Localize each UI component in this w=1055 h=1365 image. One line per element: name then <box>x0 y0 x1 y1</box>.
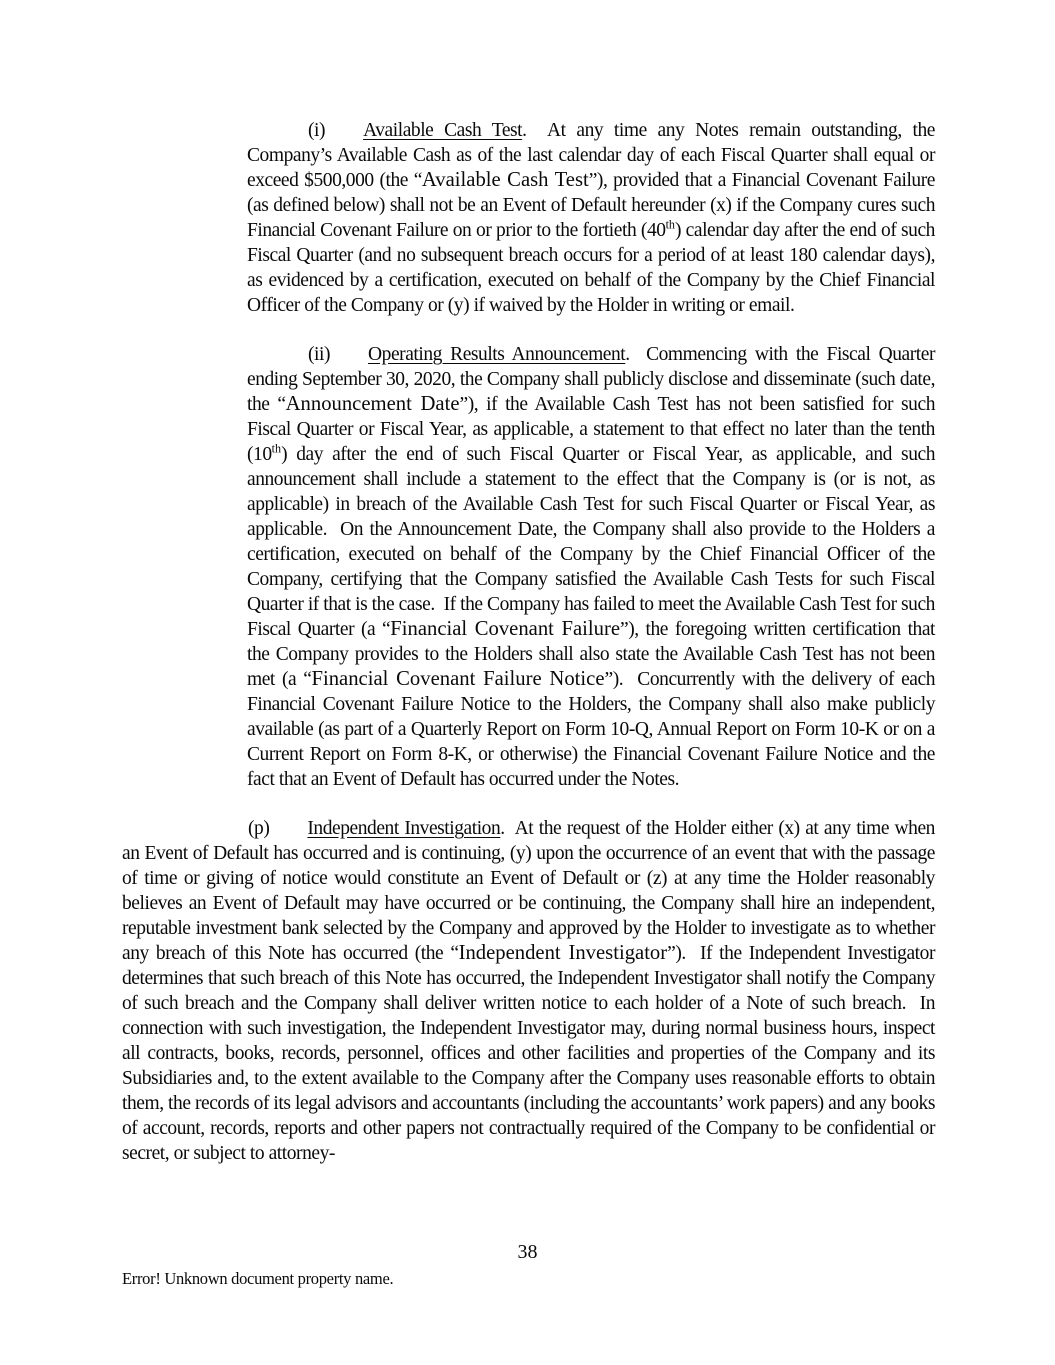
heading-period: . <box>625 344 647 365</box>
body-text: ”). If the Independent Investigator determines that such breach of this Note has occurred, the Independent Investigator shall notify the Company of such breach and the Company shall deliver written notice to each holder of a Note of such breach. In connection with such investigation, the Independent Investigator may, during normal business hours, inspect all contracts, books, records, personnel, offices and other facilities and properties of the Company and its Subsidiaries and, to the extent available to the Company after the Company uses reasonable efforts to obtain them, the records of its legal advisors and accountants (including the accountants’ work papers) and any books of account, records, reports and other papers not contractually required of the Company to be confidential or secret, or subject to attorney- <box>122 943 940 1164</box>
body-text: ) calendar day after the end of such Fiscal Quarter (and no subsequent breach occurs for a period of at least 180 calendar days), as evidenced by a certification, executed on behalf of the Company by the Chief Financial Officer of the Company or (y) if waived by the Holder in writing or email. <box>247 220 940 316</box>
defined-term: Financial Covenant Failure <box>390 618 620 640</box>
superscript-ordinal: th <box>665 217 675 232</box>
defined-term: Available Cash Test <box>421 169 589 191</box>
page-number: 38 <box>517 1241 538 1263</box>
body-text: At the request of the Holder either (x) at any time when an Event of Default has occurred and is continuing, (y) upon the occurrence of an event that with the passage of time or giving of notice would constitute an Event of Default or (z) at any time the Holder reasonably believes an Event of Default may have occurred or be continuing, the Company shall hire an independent, reputable investment bank selected by the Company and approved by the Holder to investigate as to whether any breach of this Note has occurred (the “ <box>122 818 940 964</box>
paragraph-clause-ii <box>247 342 940 792</box>
clause-heading: Available Cash Test <box>363 120 523 141</box>
heading-period: . <box>522 120 548 141</box>
paragraph-clause-i <box>247 118 940 318</box>
clause-number: (ii) <box>308 344 331 365</box>
paragraph-clause-p <box>122 816 940 1166</box>
body-text: At any time any Notes remain outstanding, the Company’s Available Cash as of the last calendar day of each Fiscal Quarter shall equal or exceed $500,000 (the “ <box>247 120 940 191</box>
footer-error-text: Error! Unknown document property name. <box>122 1269 394 1288</box>
body-text: ”), the foregoing written certification that the Company provides to the Holders shall also state the Available Cash Test has not been met (a “ <box>247 619 940 690</box>
body-text: ”). Concurrently with the delivery of each Financial Covenant Failure Notice to the Holders, the Company shall also make publicly available (as part of a Quarterly Report on Form 10-Q, Annual Report on Form 10-K or on a Current Report on Form 8-K, or otherwise) the Financial Covenant Failure Notice and the fact that an Event of Default has occurred under the Notes. <box>247 669 940 790</box>
body-text: ) day after the end of such Fiscal Quarter or Fiscal Year, as applicable, and such announcement shall include a statement to the effect that the Company is (or is not, as applicable) in breach of the Available Cash Test for such Fiscal Quarter or Fiscal Year, as applicable. On the Announcement Date, the Company shall also provide to the Holders a certification, executed on behalf of the Company by the Chief Financial Officer of the Company, certifying that the Company satisfied the Available Cash Tests for such Fiscal Quarter if that is the case. If the Company has failed to meet the Available Cash Test for such Fiscal Quarter (a “ <box>247 444 940 640</box>
defined-term: Announcement Date <box>285 393 460 415</box>
clause-heading: Operating Results Announcement <box>368 344 626 365</box>
clause-number: (p) <box>248 818 270 839</box>
defined-term: Independent Investigator <box>458 942 668 964</box>
defined-term: Financial Covenant Failure Notice <box>311 668 605 690</box>
body-text: Commencing with the Fiscal Quarter ending September 30, 2020, the Company shall publicly disclose and disseminate (such date, the “ <box>247 344 940 415</box>
superscript-ordinal: th <box>271 441 282 456</box>
body-text: ”), if the Available Cash Test has not been satisfied for such Fiscal Quarter or Fiscal Year, as applicable, a statement to that effect no later than the tenth (10 <box>247 394 940 465</box>
clause-heading: Independent Investigation <box>307 818 501 839</box>
heading-period: . <box>500 818 515 839</box>
body-text: ”), provided that a Financial Covenant Failure (as defined below) shall not be an Event of Default hereunder (x) if the Company cures such Financial Covenant Failure on or prior to the fortieth (40 <box>247 170 940 241</box>
clause-number: (i) <box>308 120 326 141</box>
